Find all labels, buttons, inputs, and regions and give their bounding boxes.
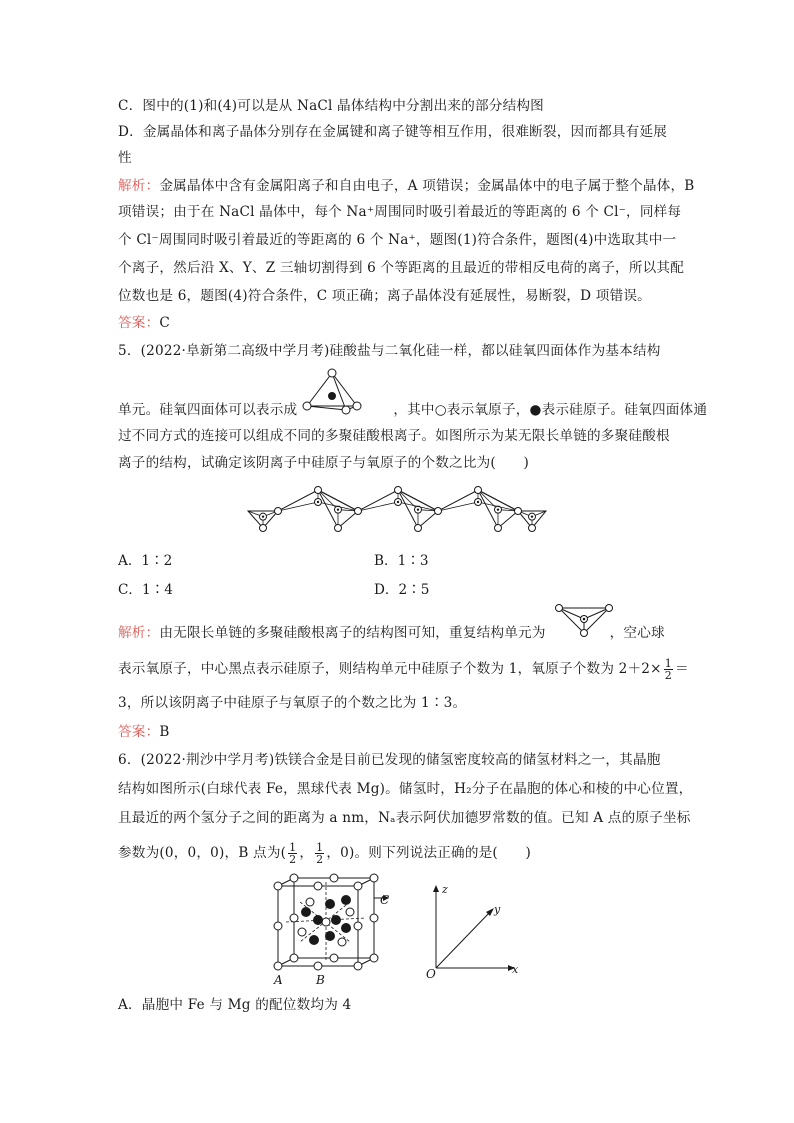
q5-analysis-2b: ＝ (674, 661, 689, 677)
chain-silicon-atom (262, 515, 264, 517)
q5-stem-line3: 过不同方式的连接可以组成不同的多聚硅酸根离子。如图所示为某无限长单链的多聚硅酸根 (118, 428, 670, 444)
origin-label: O (426, 967, 436, 981)
q5-option-a: A．1∶2 (118, 553, 173, 569)
q6-stem-line3: 且最近的两个氢分子之间的距离为 a nm，Nₐ表示阿伏加德罗常数的值。已知 A 点的原子坐标 (118, 810, 691, 826)
answer-label: 答案： (118, 724, 160, 740)
silicate-chain-figure (244, 484, 550, 534)
q4-analysis-line3: 个 Cl⁻周围同时吸引着最近的等距离的 6 个 Na⁺，题图(1)符合条件，题图(4)中选取其中一 (118, 232, 677, 248)
q4-analysis-line2: 项错误；由于在 NaCl 晶体中，每个 Na⁺周围同时吸引着最近的等距离的 6 个 Cl⁻，同样每 (118, 204, 682, 220)
q4-analysis-line5: 位数也是 6，题图(4)符合条件，C 项正确；离子晶体没有延展性，易断裂，D 项错误。 (118, 288, 651, 304)
q4-answer (118, 313, 170, 333)
q4-option-d-line1: D．金属晶体和离子晶体分别存在金属键和离子键等相互作用，很难断裂，因而都具有延展 (118, 124, 668, 140)
chain-silicon-atom (531, 515, 533, 517)
label-c: C (380, 893, 390, 907)
chain-bond (278, 502, 318, 511)
chain-oxygen-atom (475, 487, 482, 494)
chain-oxygen-atom (315, 487, 322, 494)
q5-stem-2b: ，其中○表示氧原子，●表示硅原子。硅氧四面体通 (393, 402, 708, 418)
chain-oxygen-atom (529, 525, 536, 532)
q6-option-a: A．晶胞中 Fe 与 Mg 的配位数均为 4 (118, 997, 352, 1013)
chain-oxygen-atom (335, 525, 342, 532)
q6-stem-line1: 6．(2022·荆沙中学月考)铁镁合金是目前已发现的储氢密度较高的储氢材料之一，其晶胞 (118, 752, 661, 768)
fe-mg-unit-cell-figure (270, 872, 390, 982)
analysis-label: 解析： (118, 625, 160, 641)
q6-stem-4c: ，0)。则下列说法正确的是( ) (326, 845, 532, 861)
chain-oxygen-atom (355, 508, 362, 515)
chain-silicon-atom (417, 508, 419, 510)
q6-stem-line2: 结构如图所示(白球代表 Fe，黑球代表 Mg)。储氢时，H₂分子在晶胞的体心和棱的中心位置， (118, 781, 693, 797)
chain-silicon-atom (317, 501, 319, 503)
q4-option-d-line2: 性 (118, 150, 132, 166)
axis-x-label: x (512, 963, 519, 976)
chain-oxygen-atom (260, 525, 267, 532)
chain-oxygen-atom (395, 487, 402, 494)
q6-stem-line4 (118, 842, 531, 865)
q5-analysis-1b: ，空心球 (609, 625, 665, 641)
q5-answer (118, 722, 170, 742)
q5-analysis-1a: 由无限长单链的多聚硅酸根离子的结构图可知，重复结构单元为 (159, 625, 546, 641)
answer-value: B (159, 724, 170, 740)
q5-stem-line2 (118, 400, 707, 420)
label-b: B (316, 973, 325, 987)
chain-silicon-atom (497, 508, 499, 510)
axis-y-label: y (494, 903, 501, 916)
q4-analysis-line1 (118, 176, 694, 196)
q5-stem-line4: 离子的结构，试确定该阴离子中硅原子与氧原子的个数之比为( ) (118, 455, 530, 471)
q5-stem-2a: 单元。硅氧四面体可以表示成 (118, 402, 298, 418)
analysis-text: 金属晶体中含有金属阳离子和自由电子，A 项错误；金属晶体中的电子属于整个晶体，B (159, 178, 695, 194)
analysis-label: 解析： (118, 178, 160, 194)
axis-z-label: z (442, 883, 448, 896)
q4-analysis-line4: 个离子，然后沿 X、Y、Z 三轴切割得到 6 个等距离的且最近的带相反电荷的离子，所以其配 (118, 260, 684, 276)
chain-oxygen-atom (435, 508, 442, 515)
fraction-b-x: $\frac{1}{2}$ (289, 841, 297, 866)
chain-bond (358, 502, 398, 511)
answer-value: C (159, 315, 170, 331)
answer-label: 答案： (118, 315, 160, 331)
fraction-one-half: $\frac{1}{2}$ (664, 657, 672, 682)
repeat-unit-figure (553, 602, 615, 638)
q5-option-c: C．1∶4 (118, 582, 173, 598)
q6-stem-4a: 参数为(0，0，0)，B 点为( (118, 845, 287, 861)
chain-oxygen-atom (415, 525, 422, 532)
q6-stem-4b: ， (299, 845, 314, 861)
chain-silicon-atom (397, 501, 399, 503)
q5-analysis-line3: 3，所以该阴离子中硅原子与氧原子的个数之比为 1∶3。 (118, 695, 467, 711)
chain-oxygen-atom (515, 508, 522, 515)
q5-option-d: D．2∶5 (374, 582, 430, 598)
q5-analysis-line2 (118, 658, 689, 681)
chain-silicon-atom (477, 501, 479, 503)
q5-option-b: B．1∶3 (374, 553, 429, 569)
chain-oxygen-atom (275, 508, 282, 515)
q4-option-c: C．图中的(1)和(4)可以是从 NaCl 晶体结构中分割出来的部分结构图 (118, 98, 544, 114)
fraction-b-y: $\frac{1}{2}$ (316, 841, 324, 866)
chain-silicon-atom (337, 508, 339, 510)
label-a: A (274, 973, 283, 987)
chain-bond (438, 502, 478, 511)
q5-analysis-2a: 表示氧原子，中心黑点表示硅原子，则结构单元中硅原子个数为 1，氧原子个数为 2＋2× (118, 661, 662, 677)
q5-stem-line1: 5．(2022·阜新第二高级中学月考)硅酸盐与二氧化硅一样，都以硅氧四面体作为基本结构 (118, 343, 661, 359)
chain-oxygen-atom (495, 525, 502, 532)
silica-tetrahedron-figure (302, 366, 372, 418)
